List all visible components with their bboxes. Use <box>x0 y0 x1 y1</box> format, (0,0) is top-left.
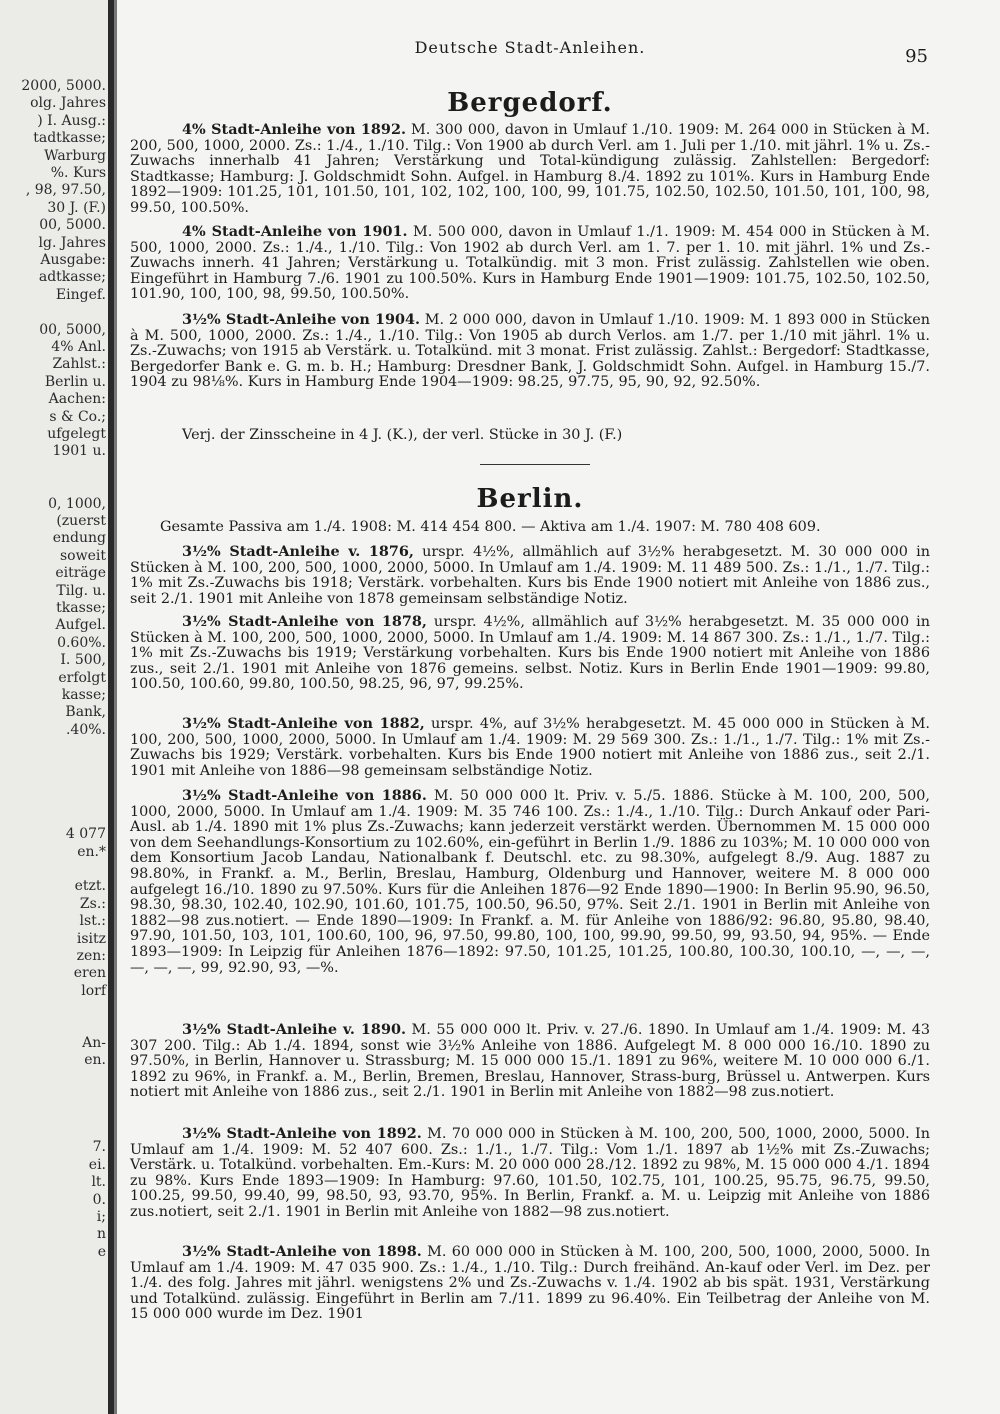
paragraph-text: M. 70 000 000 in Stücken à M. 100, 200, 500, 1000, 2000, 5000. In Umlauf am 1./4. 1909: M. 52 407 600. Zs.: 1./1., 1./7. Tilg.: Vom 1./1. 1897 ab 1½% mit Zs.-Zuwachs; Verstärk. u. Totalkünd. vorbehalten. Em.-Kurs: M. 20 000 000 28./12. 1892 zu 98%, M. 15 000 000 4./1. 1894 zu 98%. Kurs Ende 1893—1909: In Hamburg: 97.60, 101.50, 102.75, 101, 100.25, 95.75, 96.75, 99.50, 100.25, 99.50, 99.40, 99, 98.50, 93, 93.70, 95%. In Berlin, Frankf. a. M. u. Leipzig mit Anleihe von 1886 zus.notiert, seit 2./1. 1901 in Berlin mit Anleihe von 1882—98 zus.notiert. <box>130 1126 931 1220</box>
gutter-line: Zahlst.: <box>52 356 106 373</box>
gutter-line: en.* <box>77 843 106 860</box>
section-title-berlin: Berlin. <box>476 484 584 514</box>
gutter-line: Bank, <box>65 704 106 721</box>
gutter-line: zen: <box>76 948 106 964</box>
paragraph-bergedorf-1904 <box>130 312 930 391</box>
gutter-line: e <box>97 1243 106 1260</box>
paragraph-berlin-1892 <box>130 1126 930 1221</box>
gutter-line: Warburg <box>44 147 106 164</box>
paragraph-berlin-1882 <box>130 716 930 779</box>
paragraph-text: Gesamte Passiva am 1./4. 1908: M. 414 454 800. — Aktiva am 1./4. 1907: M. 780 408 609. <box>160 519 821 535</box>
gutter-line: endung <box>52 530 106 547</box>
paragraph-lead: 4% Stadt-Anleihe von 1892. <box>182 121 406 138</box>
gutter-line: etzt. <box>74 878 106 895</box>
gutter-line: 0. <box>92 1191 106 1208</box>
gutter-line: An- <box>82 1035 106 1051</box>
paragraph-lead: 3½% Stadt-Anleihe von 1882, <box>182 715 425 732</box>
gutter-line: lt. <box>91 1174 106 1191</box>
gutter-line: eren <box>73 965 106 982</box>
paragraph-lead: 3½% Stadt-Anleihe von 1886. <box>182 787 427 804</box>
gutter-line: 0, 1000, <box>48 495 106 512</box>
gutter-line: Ausgabe: <box>40 252 106 268</box>
gutter-line: 0.60%. <box>57 634 106 651</box>
paragraph-bergedorf-verjaehrung <box>130 428 930 444</box>
gutter-line: I. 500, <box>60 652 106 669</box>
running-title: Deutsche Stadt-Anleihen. <box>414 38 646 57</box>
section-divider <box>480 464 590 465</box>
gutter-line: ufgelegt <box>47 426 106 442</box>
page-number: 95 <box>905 46 928 67</box>
gutter-line: kasse; <box>61 687 106 703</box>
gutter-line: Eingef. <box>55 286 106 303</box>
paragraph-berlin-1878 <box>130 614 930 693</box>
paragraph-lead: 3½% Stadt-Anleihe von 1898. <box>182 1243 422 1260</box>
gutter-line: 00, 5000, <box>39 321 106 338</box>
running-head <box>130 38 930 67</box>
gutter-line: lst.: <box>79 913 106 930</box>
gutter-line: erfolgt <box>58 669 106 686</box>
paragraph-bergedorf-1892 <box>130 122 930 217</box>
paragraph-berlin-1876 <box>130 544 930 607</box>
gutter-line: isitz <box>76 930 106 947</box>
gutter-line: 4 077 <box>65 826 106 843</box>
paragraph-lead: 3½% Stadt-Anleihe v. 1890. <box>182 1021 406 1038</box>
paragraph-lead: 3½% Stadt-Anleihe von 1892. <box>182 1125 422 1142</box>
paragraph-text: M. 2 000 000, davon in Umlauf 1./10. 1909: M. 1 893 000 in Stücken à M. 500, 1000, 2000. Zs.: 1./4., 1./10. Tilg.: Von 1905 ab durch Verlos. am 1./7. per 1./10 mit jährl. 1% u. Zs.-Zuwachs; von 1915 ab Verstärk. u. Totalkünd. mit 3 monat. Frist zulässig. Zahlst.: Bergedorf: Stadtkasse, Bergedorfer Bank e. G. m. b. H.; Hamburg: Dresdner Bank, J. Goldschmidt Sohn. Aufgel. in Hamburg 15./7. 1904 zu 98⅛%. Kurs in Hamburg Ende 1904—1909: 98.25, 97.75, 95, 90, 92, 92.50%. <box>130 312 931 391</box>
gutter-line: ei. <box>88 1156 106 1173</box>
paragraph-berlin-1890 <box>130 1022 930 1101</box>
paragraph-lead: 3½% Stadt-Anleihe von 1878, <box>182 613 427 630</box>
gutter-line: 30 J. (F.) <box>47 199 106 216</box>
gutter-line: adtkasse; <box>38 269 106 286</box>
gutter-line: Berlin u. <box>44 373 106 390</box>
gutter-line: 2000, 5000. <box>21 78 106 94</box>
paragraph-lead: 3½% Stadt-Anleihe von 1904. <box>182 311 421 328</box>
paragraph-text: M. 50 000 000 lt. Priv. v. 5./5. 1886. Stücke à M. 100, 200, 500, 1000, 2000, 5000. In Umlauf am 1./4. 1909: M. 35 746 100. Zs.: 1./4., 1./10. Tilg.: Durch Ankauf oder Pari-Ausl. ab 1./4. 1890 mit 1% plus Zs.-Zuwachs; kann jederzeit verstärkt werden. Übernommen M. 15 000 000 von dem Seehandlungs-Konsortium zu 102.60%, ein-geführt in Berlin 1./9. 1886 zu 103%; M. 10 000 000 von dem Konsortium Jacob Landau, Nationalbank f. Deutschl. etc. zu 98.30%, aufgelegt 8./9. Aug. 1887 zu 98.80%, in Frankf. a. M., Berlin, Breslau, Hamburg, Oldenburg und Hannover, weitere M. 8 000 000 aufgelegt 16./10. 1890 zu 97.50%. Kurs für die Anleihen 1876—92 Ende 1890—1900: In Berlin 95.90, 96.50, 98.30, 98.30, 102.40, 102.90, 101.60, 101.75, 100.50, 96.50, 97%. Seit 2./1. 1901 in Berlin mit Anleihe von 1882—98 zus.notiert. — Ende 1890—1909: In Frankf. a. M. für Anleihe von 1886/92: 96.80, 95.80, 98.40, 97.90, 101.50, 103, 101, 100.60, 100, 96, 97.50, 99.80, 100, 100, 99.90, 99.50, 99, 93.50, 94, 95%. — Ende 1893—1909: In Leipzig für Anleihen 1876—1892: 97.50, 101.25, 101.25, 100.80, 100.30, 100.10, —, —, —, —, —, —, 99, 92.90, 93, —%. <box>130 788 930 976</box>
gutter-line: Tilg. u. <box>56 582 106 599</box>
gutter-line: 1901 u. <box>52 443 106 460</box>
gutter-line: Aufgel. <box>55 617 106 634</box>
gutter-line: %. Kurs <box>50 165 106 181</box>
paragraph-lead: 4% Stadt-Anleihe von 1901. <box>182 223 408 240</box>
gutter-line: Zs.: <box>79 895 106 912</box>
gutter-line: , 98, 97.50, <box>25 182 106 199</box>
paragraph-berlin-passiva <box>130 520 930 536</box>
paragraph-text: M. 300 000, davon in Umlauf 1./10. 1909: M. 264 000 in Stücken à M. 200, 500, 1000, 2000. Zs.: 1./4., 1./10. Tilg.: Von 1900 ab durch Verl. am 1. Juli per 1./10. mit jährl. 1% u. Zs.-Zuwachs innerhalb 41 Jahren; Verstärkung und Total-kündigung zulässig. Zahlstellen: Bergedorf: Stadtkasse; Hamburg: J. Goldschmidt Sohn. Aufgel. in Hamburg 8./4. 1892 zu 101%. Kurs in Hamburg Ende 1892—1909: 101.25, 101, 101.50, 101, 102, 102, 100, 100, 99, 101.75, 102.50, 102.50, 101.50, 101, 100, 98, 99.50, 100.50%. <box>130 122 930 216</box>
paragraph-berlin-1898 <box>130 1244 930 1323</box>
paragraph-text: M. 55 000 000 lt. Priv. v. 27./6. 1890. In Umlauf am 1./4. 1909: M. 43 307 200. Tilg.: Ab 1./4. 1894, sonst wie 3½% Anleihe von 1886. Aufgelegt M. 8 000 000 16./10. 1890 zu 97.50%, in Berlin, Hannover u. Strassburg; M. 15 000 000 15./1. 1891 zu 96%, weitere M. 10 000 000 6./1. 1892 zu 96%, in Frankf. a. M., Berlin, Bremen, Breslau, Hannover, Strass-burg, Brüssel u. Antwerpen. Kurs notiert mit Anleihe von 1886 zus., seit 2./1. 1901 in Berlin mit Anleihe von 1882—98 zus.notiert. <box>130 1022 931 1101</box>
gutter-line: ) I. Ausg.: <box>37 112 106 129</box>
gutter-line: 7. <box>92 1139 106 1156</box>
gutter-line: i; <box>96 1209 106 1225</box>
gutter-line: lorf <box>81 982 106 999</box>
gutter-line: n <box>96 1226 106 1243</box>
gutter-line: (zuerst <box>56 513 106 529</box>
paragraph-text: urspr. 4½%, allmählich auf 3½% herabgesetzt. M. 35 000 000 in Stücken à M. 100, 200, 500, 1000, 2000, 5000. In Umlauf am 1./4. 1909: M. 14 867 300. Zs.: 1./1., 1./7. Tilg.: 1% mit Zs.-Zuwachs bis 1919; Verstärkung vorbehalten. Kurs bis Ende 1900 notiert mit Anleihe von 1886 zus., seit 2./1. 1901 mit Anleihe von 1876 gemeins. selbst. Notiz. Kurs in Berlin Ende 1901—1909: 99.80, 100.50, 100.60, 99.80, 100.50, 98.25, 96, 97, 99.25%. <box>130 614 930 693</box>
paragraph-text: urspr. 4%, auf 3½% herabgesetzt. M. 45 000 000 in Stücken à M. 100, 200, 500, 1000, 2000, 5000. In Umlauf am 1./4. 1909: M. 29 569 300. Zs.: 1./1., 1./7. Tilg.: 1% mit Zs.-Zuwachs bis 1929; Verstärk. vorbehalten. Kurs bis Ende 1900 notiert mit Anleihe von 1886 zus., seit 2./1. 1901 mit Anleihe von 1886—98 gemeinsam selbständige Notiz. <box>130 716 930 779</box>
paragraph-text: M. 500 000, davon in Umlauf 1./1. 1909: M. 454 000 in Stücken à M. 500, 1000, 2000. Zs.: 1./4., 1./10. Tilg.: Von 1902 ab durch Verl. am 1. 7. per 1. 10. mit jährl. 1% und Zs.-Zuwachs innerh. 41 Jahren; Verstärkung u. Totalkündig. mit 3 mon. Frist zulässig. Zahlstellen wie oben. Eingeführt in Hamburg 7./6. 1901 zu 100.50%. Kurs in Hamburg Ende 1901—1909: 101.75, 102.50, 102.50, 101.90, 100, 100, 98, 99.50, 100.50%. <box>130 224 930 303</box>
paragraph-bergedorf-1901 <box>130 224 930 303</box>
document-page <box>130 38 930 1408</box>
gutter-line: Aachen: <box>48 391 106 408</box>
gutter-line: olg. Jahres <box>30 95 106 112</box>
gutter-line: tadtkasse; <box>33 130 106 147</box>
paragraph-text: Verj. der Zinsscheine in 4 J. (K.), der verl. Stücke in 30 J. (F.) <box>182 427 623 443</box>
gutter-line: lg. Jahres <box>38 234 106 251</box>
gutter-line: eiträge <box>55 565 106 582</box>
adjacent-page-margin <box>0 0 110 1414</box>
gutter-line: tkasse; <box>56 600 106 616</box>
paragraph-berlin-1886 <box>130 788 930 976</box>
gutter-line: en. <box>84 1052 106 1069</box>
gutter-line: .40%. <box>65 721 106 738</box>
book-spine-edge <box>114 0 117 1414</box>
gutter-line: s & Co.; <box>49 408 106 425</box>
gutter-line: 00, 5000. <box>39 217 106 234</box>
paragraph-lead: 3½% Stadt-Anleihe v. 1876, <box>182 543 414 560</box>
paragraph-text: M. 60 000 000 in Stücken à M. 100, 200, 500, 1000, 2000, 5000. In Umlauf am 1./4. 1909: M. 47 035 900. Zs.: 1./4., 1./10. Tilg.: Durch freihänd. An-kauf oder Verl. im Dez. per 1./4. des folg. Jahres mit jährl. wenigstens 2% und Zs.-Zuwachs v. 1./4. 1902 ab bis spät. 1931, Verstärkung und Totalkünd. zulässig. Eingeführt in Berlin am 7./11. 1899 zu 96.40%. Ein Teilbetrag der Anleihe von M. 15 000 000 wurde im Dez. 1901 <box>130 1244 931 1323</box>
section-title-bergedorf: Bergedorf. <box>447 88 613 118</box>
gutter-line: 4% Anl. <box>51 339 106 355</box>
paragraph-text: urspr. 4½%, allmählich auf 3½% herabgesetzt. M. 30 000 000 in Stücken à M. 100, 200, 500, 1000, 2000, 5000. In Umlauf am 1./4. 1909: M. 11 489 500. Zs.: 1./1., 1./7. Tilg.: 1% mit Zs.-Zuwachs bis 1918; Verstärk. vorbehalten. Kurs bis Ende 1900 notiert mit Anleihe von 1886 zus., seit 2./1. 1901 mit Anleihe von 1878 gemeinsam selbständige Notiz. <box>130 544 930 607</box>
gutter-line: soweit <box>60 547 106 564</box>
